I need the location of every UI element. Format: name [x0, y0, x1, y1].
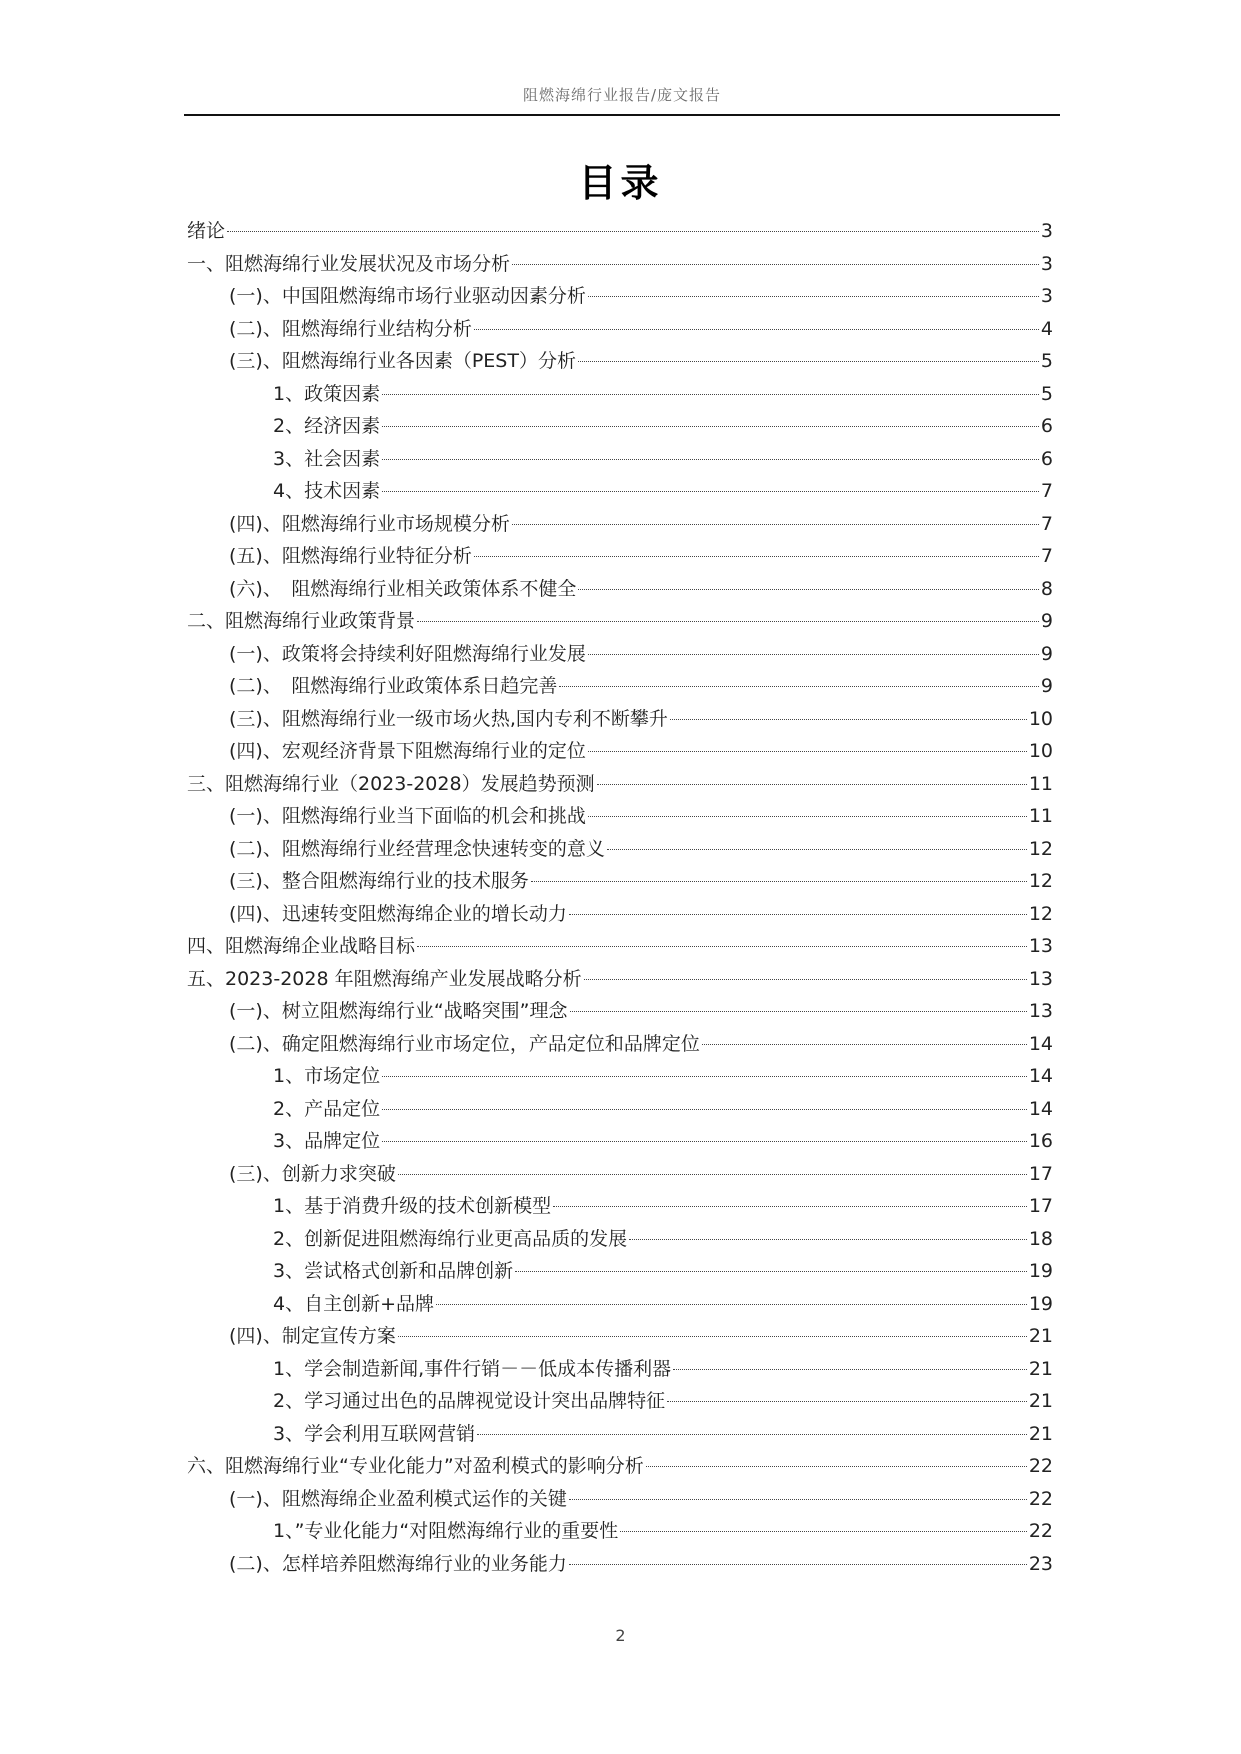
toc-entry-title: (四)、阻燃海绵行业市场规模分析 — [229, 512, 510, 535]
toc-entry-title: (一)、政策将会持续利好阻燃海绵行业发展 — [229, 642, 586, 665]
toc-entry-page-number: 7 — [1040, 512, 1053, 535]
toc-entry-level-3[interactable] — [187, 1060, 1053, 1093]
toc-entry-level-2[interactable] — [187, 638, 1053, 671]
toc-entry-level-3[interactable] — [187, 1223, 1053, 1256]
toc-entry-level-1[interactable] — [187, 605, 1053, 638]
toc-title: 目录 — [578, 161, 663, 205]
toc-dot-leader — [670, 719, 1027, 720]
toc-entry-page-number: 5 — [1040, 350, 1053, 372]
toc-entry-title: (三)、阻燃海绵行业各因素（PEST）分析 — [229, 350, 576, 372]
toc-entry-page-number: 7 — [1040, 545, 1053, 567]
toc-entry-page-number: 18 — [1028, 1227, 1053, 1250]
toc-entry-level-1[interactable] — [187, 768, 1053, 801]
toc-dot-leader — [382, 426, 1039, 427]
toc-entry-title: 绪论 — [187, 220, 226, 242]
toc-dot-leader — [531, 881, 1027, 882]
toc-entry-level-3[interactable] — [187, 1255, 1053, 1288]
toc-entry-page-number: 9 — [1040, 675, 1053, 697]
toc-entry-page-number: 7 — [1040, 480, 1053, 502]
toc-entry-level-3[interactable] — [187, 1353, 1053, 1386]
toc-entry-title: 1、市场定位 — [273, 1065, 381, 1087]
toc-entry-level-1[interactable] — [187, 248, 1053, 281]
table-of-contents — [187, 215, 1053, 1580]
toc-dot-leader — [417, 621, 1039, 622]
toc-entry-level-3[interactable] — [187, 443, 1053, 476]
toc-dot-leader — [702, 1044, 1027, 1045]
toc-entry-title: 1、政策因素 — [273, 382, 381, 405]
toc-entry-title: 二、阻燃海绵行业政策背景 — [187, 610, 416, 632]
toc-dot-leader — [673, 1369, 1027, 1370]
toc-entry-level-1[interactable] — [187, 930, 1053, 963]
toc-entry-page-number: 19 — [1028, 1260, 1053, 1282]
toc-entry-title: (二)、 阻燃海绵行业政策体系日趋完善 — [229, 675, 558, 697]
toc-dot-leader — [588, 816, 1027, 817]
toc-dot-leader — [227, 231, 1039, 232]
toc-entry-page-number: 13 — [1028, 1000, 1053, 1022]
toc-dot-leader — [382, 1141, 1027, 1142]
toc-dot-leader — [578, 361, 1039, 362]
toc-entry-level-1[interactable] — [187, 1450, 1053, 1483]
toc-entry-title: 1、”专业化能力“对阻燃海绵行业的重要性 — [273, 1520, 619, 1542]
toc-dot-leader — [570, 1011, 1027, 1012]
toc-entry-title: 1、学会制造新闻,事件行销－－低成本传播利器 — [273, 1357, 672, 1380]
toc-entry-title: 1、基于消费升级的技术创新模型 — [273, 1195, 552, 1217]
toc-entry-level-2[interactable] — [187, 833, 1053, 866]
toc-dot-leader — [569, 1499, 1027, 1500]
toc-dot-leader — [588, 296, 1039, 297]
toc-entry-level-1[interactable] — [187, 963, 1053, 996]
toc-entry-page-number: 17 — [1028, 1195, 1053, 1217]
toc-entry-title: (一)、树立阻燃海绵行业“战略突围”理念 — [229, 1000, 568, 1022]
toc-entry-level-2[interactable] — [187, 280, 1053, 313]
toc-entry-title: 3、学会利用互联网营销 — [273, 1422, 476, 1445]
toc-entry-title: 四、阻燃海绵企业战略目标 — [187, 935, 416, 957]
toc-entry-title: (二)、怎样培养阻燃海绵行业的业务能力 — [229, 1552, 567, 1575]
toc-entry-title: (四)、宏观经济背景下阻燃海绵行业的定位 — [229, 740, 586, 762]
toc-dot-leader — [477, 1434, 1027, 1435]
toc-dot-leader — [588, 654, 1039, 655]
toc-dot-leader — [382, 459, 1039, 460]
toc-entry-page-number: 19 — [1028, 1292, 1053, 1315]
toc-dot-leader — [474, 556, 1039, 557]
toc-dot-leader — [569, 914, 1027, 915]
toc-entry-level-3[interactable] — [187, 378, 1053, 411]
toc-entry-title: (三)、阻燃海绵行业一级市场火热,国内专利不断攀升 — [229, 707, 668, 730]
toc-entry-page-number: 16 — [1028, 1130, 1053, 1152]
toc-dot-leader — [584, 979, 1027, 980]
toc-entry-level-2[interactable] — [187, 1158, 1053, 1191]
toc-entry-title: 4、技术因素 — [273, 480, 381, 502]
toc-entry-title: (一)、中国阻燃海绵市场行业驱动因素分析 — [229, 285, 586, 307]
toc-entry-level-2[interactable] — [187, 508, 1053, 541]
toc-entry-page-number: 9 — [1040, 642, 1053, 665]
toc-entry-title: 一、阻燃海绵行业发展状况及市场分析 — [187, 252, 511, 275]
toc-entry-title: 五、2023-2028 年阻燃海绵产业发展战略分析 — [187, 967, 582, 990]
toc-entry-title: 2、经济因素 — [273, 415, 381, 437]
toc-entry-level-2[interactable] — [187, 995, 1053, 1028]
toc-entry-page-number: 13 — [1028, 967, 1053, 990]
toc-entry-title: (二)、确定阻燃海绵行业市场定位，产品定位和品牌定位 — [229, 1032, 700, 1055]
toc-entry-page-number: 12 — [1028, 870, 1053, 892]
toc-dot-leader — [382, 394, 1039, 395]
toc-entry-level-3[interactable] — [187, 1093, 1053, 1126]
toc-dot-leader — [629, 1239, 1027, 1240]
toc-entry-level-2[interactable] — [187, 345, 1053, 378]
toc-entry-page-number: 11 — [1028, 772, 1053, 795]
toc-dot-leader — [474, 329, 1039, 330]
toc-entry-title: 三、阻燃海绵行业（2023-2028）发展趋势预测 — [187, 772, 595, 795]
toc-entry-level-2[interactable] — [187, 703, 1053, 736]
toc-entry-title: 六、阻燃海绵行业“专业化能力”对盈利模式的影响分析 — [187, 1455, 644, 1477]
toc-entry-level-3[interactable] — [187, 1515, 1053, 1548]
toc-entry-level-3[interactable] — [187, 1288, 1053, 1321]
toc-dot-leader — [569, 1564, 1027, 1565]
toc-entry-title: 4、自主创新+品牌 — [273, 1292, 435, 1315]
toc-entry-title: 3、尝试格式创新和品牌创新 — [273, 1260, 514, 1282]
toc-entry-level-3[interactable] — [187, 1385, 1053, 1418]
toc-entry-level-2[interactable] — [187, 735, 1053, 768]
toc-entry-page-number: 21 — [1028, 1422, 1053, 1445]
toc-dot-leader — [559, 686, 1039, 687]
page-number: 2 — [615, 1626, 626, 1645]
toc-entry-title: (四)、迅速转变阻燃海绵企业的增长动力 — [229, 902, 567, 925]
toc-dot-leader — [512, 264, 1039, 265]
toc-entry-level-2[interactable] — [187, 1483, 1053, 1516]
toc-entry-title: 2、创新促进阻燃海绵行业更高品质的发展 — [273, 1227, 628, 1250]
toc-entry-page-number: 17 — [1028, 1162, 1053, 1185]
toc-entry-level-1[interactable] — [187, 215, 1053, 248]
toc-dot-leader — [646, 1466, 1027, 1467]
toc-dot-leader — [382, 491, 1039, 492]
toc-entry-title: (五)、阻燃海绵行业特征分析 — [229, 545, 472, 567]
toc-entry-title: 3、品牌定位 — [273, 1130, 381, 1152]
toc-entry-title: (四)、制定宣传方案 — [229, 1325, 396, 1347]
toc-entry-page-number: 10 — [1028, 740, 1053, 762]
toc-entry-page-number: 14 — [1028, 1032, 1053, 1055]
toc-dot-leader — [607, 849, 1027, 850]
toc-entry-title: (一)、阻燃海绵企业盈利模式运作的关键 — [229, 1487, 567, 1510]
toc-entry-page-number: 10 — [1028, 707, 1053, 730]
header-divider — [184, 114, 1060, 116]
toc-entry-level-3[interactable] — [187, 1190, 1053, 1223]
toc-dot-leader — [382, 1109, 1027, 1110]
toc-entry-level-2[interactable] — [187, 573, 1053, 606]
toc-dot-leader — [398, 1174, 1027, 1175]
toc-entry-page-number: 21 — [1028, 1325, 1053, 1347]
toc-entry-level-3[interactable] — [187, 475, 1053, 508]
toc-entry-level-2[interactable] — [187, 1028, 1053, 1061]
toc-entry-level-2[interactable] — [187, 670, 1053, 703]
toc-entry-page-number: 9 — [1040, 610, 1053, 632]
toc-entry-level-2[interactable] — [187, 540, 1053, 573]
toc-dot-leader — [417, 946, 1027, 947]
toc-dot-leader — [512, 524, 1039, 525]
toc-entry-page-number: 21 — [1028, 1357, 1053, 1380]
toc-entry-page-number: 12 — [1028, 902, 1053, 925]
toc-entry-page-number: 3 — [1040, 252, 1053, 275]
toc-entry-page-number: 8 — [1040, 577, 1053, 600]
toc-entry-level-2[interactable] — [187, 1548, 1053, 1581]
toc-dot-leader — [620, 1531, 1027, 1532]
toc-entry-level-3[interactable] — [187, 1418, 1053, 1451]
toc-entry-title: (二)、阻燃海绵行业结构分析 — [229, 317, 472, 340]
toc-entry-level-2[interactable] — [187, 1320, 1053, 1353]
toc-entry-page-number: 11 — [1028, 805, 1053, 827]
toc-dot-leader — [398, 1336, 1027, 1337]
toc-dot-leader — [515, 1271, 1027, 1272]
toc-entry-page-number: 6 — [1040, 415, 1053, 437]
toc-dot-leader — [588, 751, 1027, 752]
toc-dot-leader — [578, 589, 1039, 590]
toc-entry-title: 2、产品定位 — [273, 1097, 381, 1120]
toc-entry-title: (三)、创新力求突破 — [229, 1162, 396, 1185]
toc-entry-page-number: 6 — [1040, 447, 1053, 470]
toc-entry-page-number: 22 — [1028, 1520, 1053, 1542]
toc-entry-page-number: 4 — [1040, 317, 1053, 340]
toc-entry-page-number: 12 — [1028, 837, 1053, 860]
toc-entry-title: (三)、整合阻燃海绵行业的技术服务 — [229, 870, 529, 892]
toc-entry-page-number: 3 — [1040, 285, 1053, 307]
toc-entry-level-2[interactable] — [187, 800, 1053, 833]
toc-entry-page-number: 14 — [1028, 1097, 1053, 1120]
toc-entry-page-number: 14 — [1028, 1065, 1053, 1087]
toc-dot-leader — [597, 784, 1027, 785]
running-header: 阻燃海绵行业报告/庞文报告 — [522, 86, 722, 104]
toc-dot-leader — [382, 1076, 1027, 1077]
toc-entry-page-number: 5 — [1040, 382, 1053, 405]
toc-entry-page-number: 22 — [1028, 1487, 1053, 1510]
toc-entry-level-2[interactable] — [187, 898, 1053, 931]
toc-entry-title: (二)、阻燃海绵行业经营理念快速转变的意义 — [229, 837, 605, 860]
toc-entry-title: (六)、 阻燃海绵行业相关政策体系不健全 — [229, 577, 577, 600]
toc-entry-title: (一)、阻燃海绵行业当下面临的机会和挑战 — [229, 805, 586, 827]
toc-entry-page-number: 3 — [1040, 220, 1053, 242]
toc-dot-leader — [553, 1206, 1027, 1207]
toc-entry-level-3[interactable] — [187, 1125, 1053, 1158]
toc-entry-page-number: 22 — [1028, 1455, 1053, 1477]
toc-entry-page-number: 21 — [1028, 1390, 1053, 1412]
toc-entry-title: 3、社会因素 — [273, 447, 381, 470]
toc-entry-page-number: 13 — [1028, 935, 1053, 957]
toc-dot-leader — [667, 1401, 1027, 1402]
toc-entry-level-2[interactable] — [187, 865, 1053, 898]
toc-entry-level-3[interactable] — [187, 410, 1053, 443]
toc-entry-level-2[interactable] — [187, 313, 1053, 346]
toc-dot-leader — [436, 1304, 1027, 1305]
toc-entry-page-number: 23 — [1028, 1552, 1053, 1575]
toc-entry-title: 2、学习通过出色的品牌视觉设计突出品牌特征 — [273, 1390, 666, 1412]
